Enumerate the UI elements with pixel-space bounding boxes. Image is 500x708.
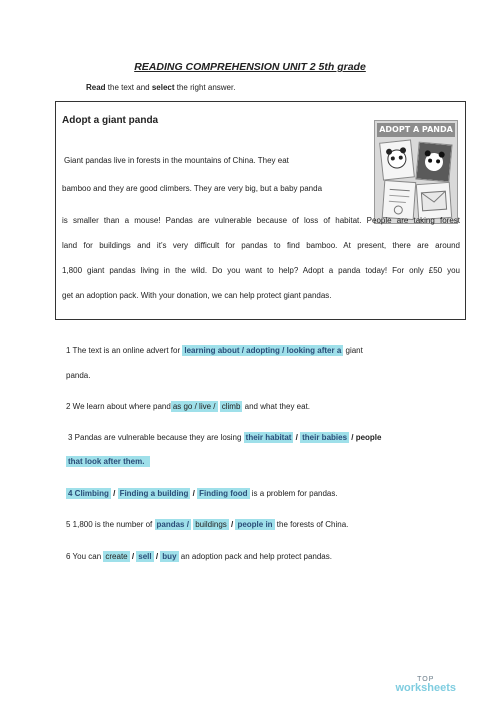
q4-answer-field-1[interactable]: 4 Climbing [68,489,109,498]
instruction [86,83,235,92]
q2-text-end: and what they eat. [242,402,311,411]
text-line-1: Giant pandas live in forests in the mountains of China. They eat [64,156,289,165]
logo-brand-text: worksheets [395,682,456,694]
question-4 [66,489,338,498]
q3-text: 3 Pandas are vulnerable because they are losing [68,433,244,442]
q4-answer-field-3[interactable]: Finding food [199,489,248,498]
panda-face-icon [416,143,451,182]
envelope-icon [417,183,451,219]
panda-photo-card [415,142,452,183]
question-3 [68,433,381,442]
q5-separator: / [228,520,236,529]
q6-answer-field-3[interactable]: buy [162,552,177,561]
question-3-line-2 [66,457,150,466]
q4-separator-2: / [190,489,198,498]
q6-separator-2: / [153,552,161,561]
question-1-line-2: panda. [66,371,91,380]
text-line-2: bamboo and they are good climbers. They are very big, but a baby panda [62,184,323,193]
worksheet-title: READING COMPREHENSION UNIT 2 5th grade [134,61,366,73]
panda-card-image [379,139,415,180]
q6-text-end: an adoption pack and help protect pandas. [178,552,332,561]
q4-separator-1: / [110,489,118,498]
q2-answer-field-2[interactable]: climb [221,402,241,411]
q4-text-end: is a problem for pandas. [249,489,338,498]
q1-text: 1 The text is an online advert for [66,346,183,355]
q5-answer-field-2[interactable]: buildings [195,520,227,529]
text-line-6: get an adoption pack. With your donation, we can help protect giant pandas. [62,291,332,300]
q5-answer-field-1[interactable]: pandas / [156,520,189,529]
text-line-4: land for buildings and it’s very difficult for pandas to find bamboo. At present, there are around [62,241,460,250]
q3-answer-field-2[interactable]: their babies [302,433,348,442]
q6-answer-field-2[interactable]: sell [138,552,152,561]
certificate-icon [383,181,415,219]
logo-top-text: TOP [417,676,435,683]
q5-text: 5 1,800 is the number of [66,520,155,529]
panda-icon [380,141,414,180]
q6-separator-1: / [129,552,137,561]
instruction-select: select [151,83,175,92]
adopt-panda-poster-image [374,120,458,224]
q1-answer-field[interactable]: learning about / adopting / looking after a [184,346,342,355]
question-6 [66,552,332,561]
question-2 [66,402,310,411]
q3-separator: / [293,433,301,442]
poster-label: ADOPT A PANDA [377,123,455,137]
q2-answer-field-1[interactable]: as go / live / [172,402,216,411]
text-line-3: is smaller than a mouse! Pandas are vulnerable because of loss of habitat. People are taking forest [62,216,460,225]
certificate-card-image [382,180,417,220]
q1-text-end: giant [343,346,363,355]
topworksheets-logo [395,676,456,694]
reading-heading: Adopt a giant panda [62,115,159,126]
q5-answer-field-3[interactable]: people in [237,520,273,529]
q4-answer-field-2[interactable]: Finding a building [119,489,189,498]
q3-text-end: / people [349,433,382,442]
q6-text: 6 You can [66,552,104,561]
reading-text-box [55,101,466,320]
q5-text-end: the forests of China. [274,520,349,529]
q3-answer-field-1[interactable]: their habitat [245,433,292,442]
q2-text: 2 We learn about where pand [66,402,171,411]
q3-answer-field-3[interactable]: that look after them. [66,456,150,467]
question-1 [66,346,363,355]
q6-answer-field-1[interactable]: create [105,552,128,561]
question-5 [66,520,348,529]
instruction-text-2: the right answer. [174,83,236,92]
pack-card-image [416,182,452,220]
text-line-5: 1,800 giant pandas living in the wild. Do you want to help? Adopt a panda today! For only £50 you [62,266,460,275]
instruction-read: Read [86,83,106,92]
instruction-text-1: the text and [105,83,152,92]
